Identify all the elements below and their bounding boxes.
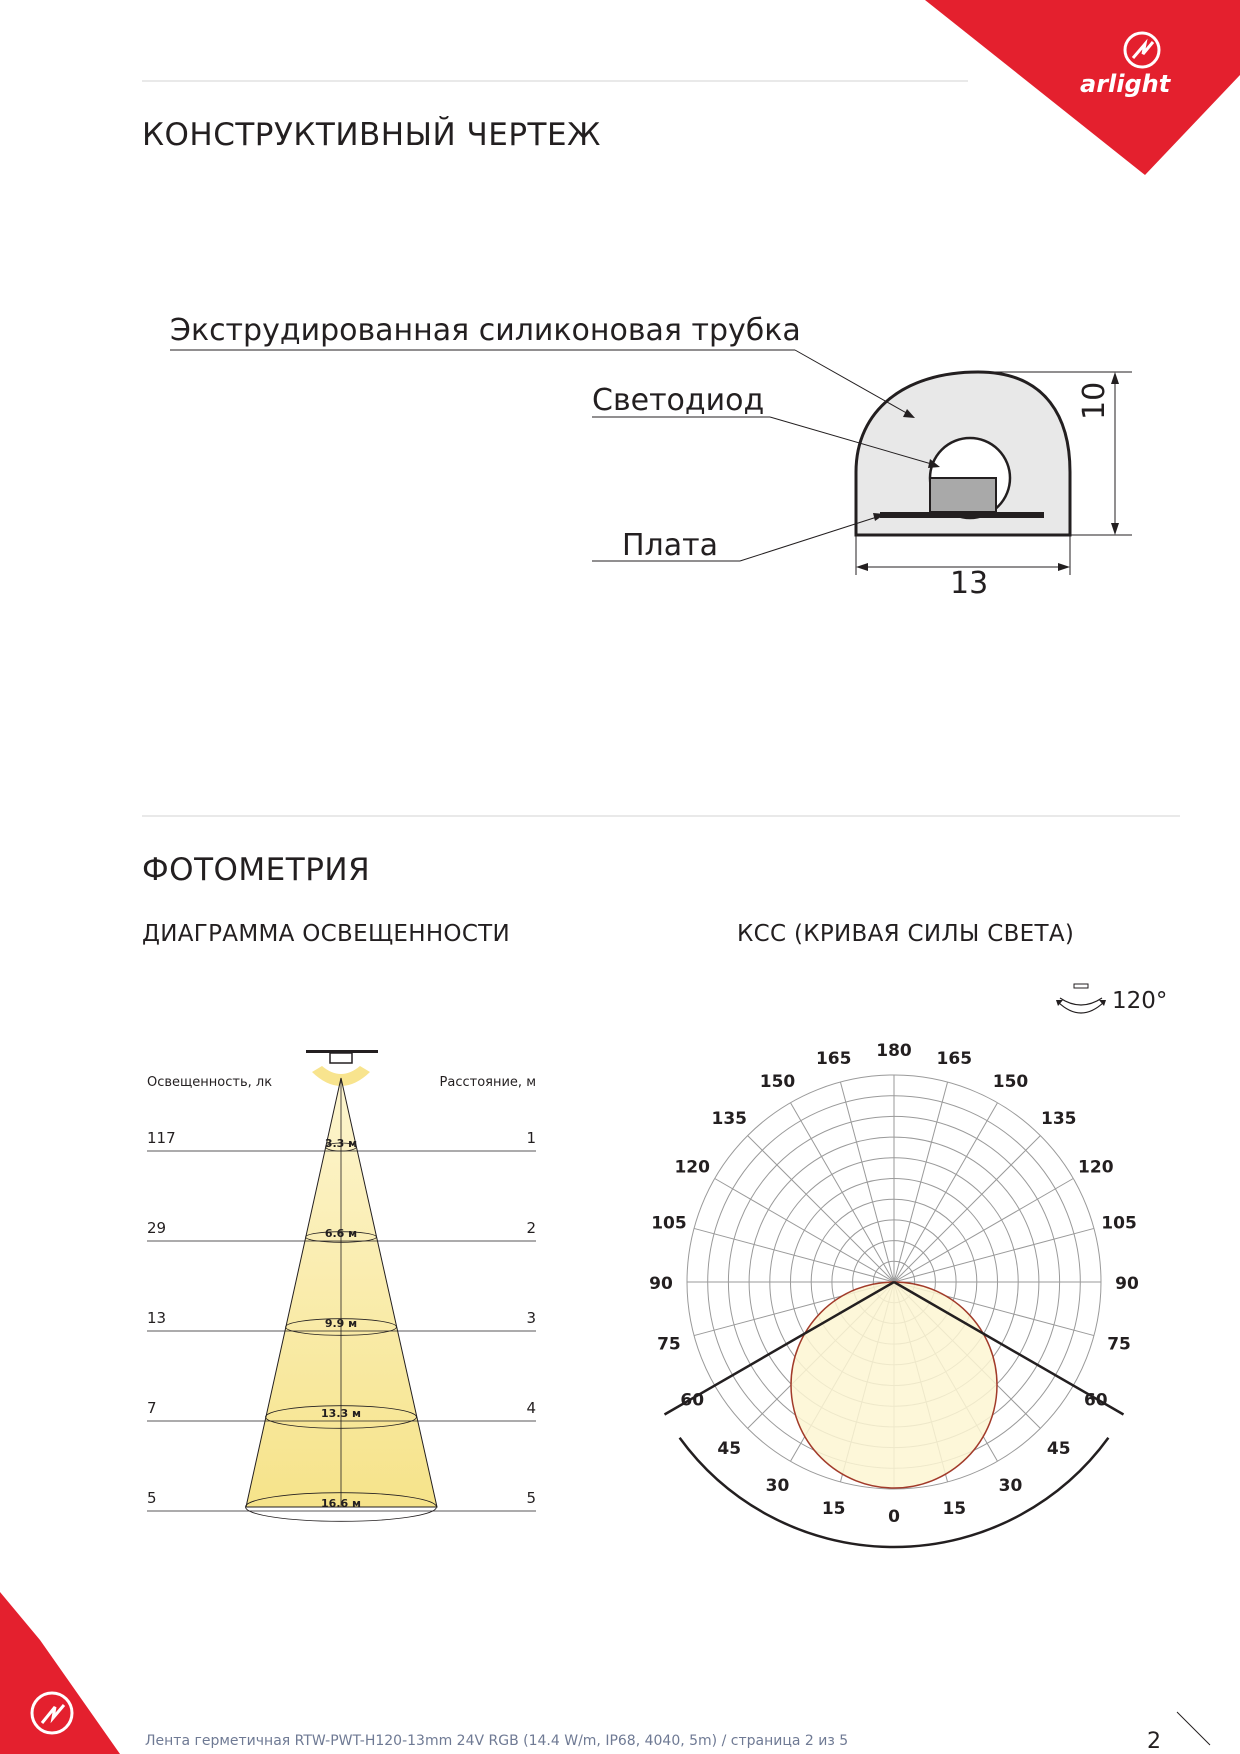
- angle-label: 90: [1115, 1274, 1139, 1294]
- angle-label: 120: [674, 1157, 710, 1178]
- page-number: 2: [1147, 1729, 1161, 1754]
- angle-label: 105: [651, 1213, 687, 1234]
- polar-spoke: [748, 1136, 894, 1282]
- distance-value: 5: [526, 1489, 536, 1507]
- polar-spoke: [894, 1103, 998, 1282]
- lux-value: 29: [147, 1219, 167, 1237]
- tube-leader: [795, 350, 910, 415]
- photometry-title: ФОТОМЕТРИЯ: [142, 852, 371, 888]
- distance-value: 3: [526, 1309, 536, 1327]
- angle-label: 45: [717, 1438, 742, 1459]
- construction-drawing: [0, 0, 1240, 640]
- angle-label: 75: [1107, 1334, 1131, 1355]
- spot-diameter: 3.3 м: [324, 1137, 358, 1150]
- angle-label: 120: [1078, 1157, 1114, 1178]
- angle-label: 135: [711, 1109, 747, 1130]
- angle-label: 90: [649, 1274, 673, 1294]
- polar-spoke: [894, 1082, 948, 1282]
- angle-label: 15: [942, 1499, 967, 1520]
- width-arrow-left: [856, 563, 868, 571]
- lux-header: Освещенность, лк: [147, 1075, 273, 1090]
- width-arrow-right: [1058, 563, 1070, 571]
- lux-value: 5: [147, 1489, 157, 1507]
- height-arrow-bottom: [1111, 523, 1119, 535]
- angle-label: 150: [992, 1072, 1029, 1093]
- height-arrow-top: [1111, 372, 1119, 384]
- angle-label: 30: [998, 1475, 1023, 1496]
- brand-logo-bottom: [22, 1683, 82, 1743]
- polar-spoke: [694, 1228, 894, 1282]
- led-label: Светодиод: [592, 383, 765, 418]
- angle-label: 165: [815, 1048, 852, 1069]
- polar-grid: [649, 1041, 1139, 1547]
- footer-text: Лента герметичная RTW-PWT-H120-13mm 24V RGB (14.4 W/m, IP68, 4040, 5m) / страница 2 из 5: [145, 1733, 849, 1749]
- intensity-curve: [791, 1282, 997, 1488]
- beam-angle-label: 120°: [1112, 988, 1168, 1014]
- lux-value: 13: [147, 1309, 167, 1327]
- arlight-circle-icon: [22, 1683, 82, 1743]
- ksc-title: КСС (КРИВАЯ СИЛЫ СВЕТА): [737, 921, 1075, 947]
- angle-label: 135: [1041, 1109, 1077, 1130]
- pcb-board: [880, 512, 1044, 518]
- distance-value: 4: [526, 1399, 536, 1417]
- illuminance-diagram: [0, 1040, 560, 1520]
- brand-name: arlight: [1080, 70, 1171, 98]
- angle-label: 60: [1083, 1390, 1108, 1411]
- angle-label: 150: [759, 1072, 796, 1093]
- polar-spoke: [894, 1136, 1040, 1282]
- height-dim-label: 10: [1077, 381, 1112, 420]
- middle-divider: [142, 815, 1180, 817]
- spot-diameter: 6.6 м: [324, 1227, 358, 1240]
- width-dim-label: 13: [950, 566, 989, 601]
- page-corner-mark: [1177, 1712, 1210, 1745]
- distance-value: 2: [526, 1219, 536, 1237]
- angle-label: 105: [1101, 1213, 1137, 1234]
- angle-label: 180: [876, 1041, 912, 1061]
- polar-spoke: [894, 1179, 1073, 1283]
- angle-label: 15: [821, 1499, 846, 1520]
- lux-value: 117: [147, 1129, 176, 1147]
- polar-spoke: [715, 1179, 894, 1283]
- drawing-title: КОНСТРУКТИВНЫЙ ЧЕРТЕЖ: [142, 117, 601, 153]
- distance-header: Расстояние, м: [439, 1075, 536, 1090]
- angle-label: 165: [936, 1048, 973, 1069]
- angle-label: 75: [657, 1334, 681, 1355]
- angle-label: 45: [1046, 1438, 1071, 1459]
- led-chip: [930, 478, 996, 512]
- angle-label: 30: [765, 1475, 790, 1496]
- polar-spoke: [840, 1082, 894, 1282]
- beam-angle-icon: [1056, 984, 1106, 1013]
- polar-spoke: [791, 1103, 895, 1282]
- angle-label: 60: [680, 1390, 705, 1411]
- distance-value: 1: [526, 1129, 536, 1147]
- board-label: Плата: [622, 528, 718, 563]
- lux-value: 7: [147, 1399, 157, 1417]
- illuminance-title: ДИАГРАММА ОСВЕЩЕННОСТИ: [142, 921, 511, 947]
- board-leader: [740, 516, 880, 561]
- spot-diameter: 9.9 м: [324, 1317, 358, 1330]
- tube-label: Экструдированная силиконовая трубка: [170, 313, 801, 348]
- ksc-polar-diagram: [640, 970, 1168, 1570]
- fixture-body: [330, 1053, 352, 1063]
- angle-label: 0: [888, 1507, 900, 1527]
- spot-diameter: 16.6 м: [321, 1497, 361, 1510]
- spot-diameter: 13.3 м: [321, 1407, 361, 1420]
- polar-spoke: [894, 1228, 1094, 1282]
